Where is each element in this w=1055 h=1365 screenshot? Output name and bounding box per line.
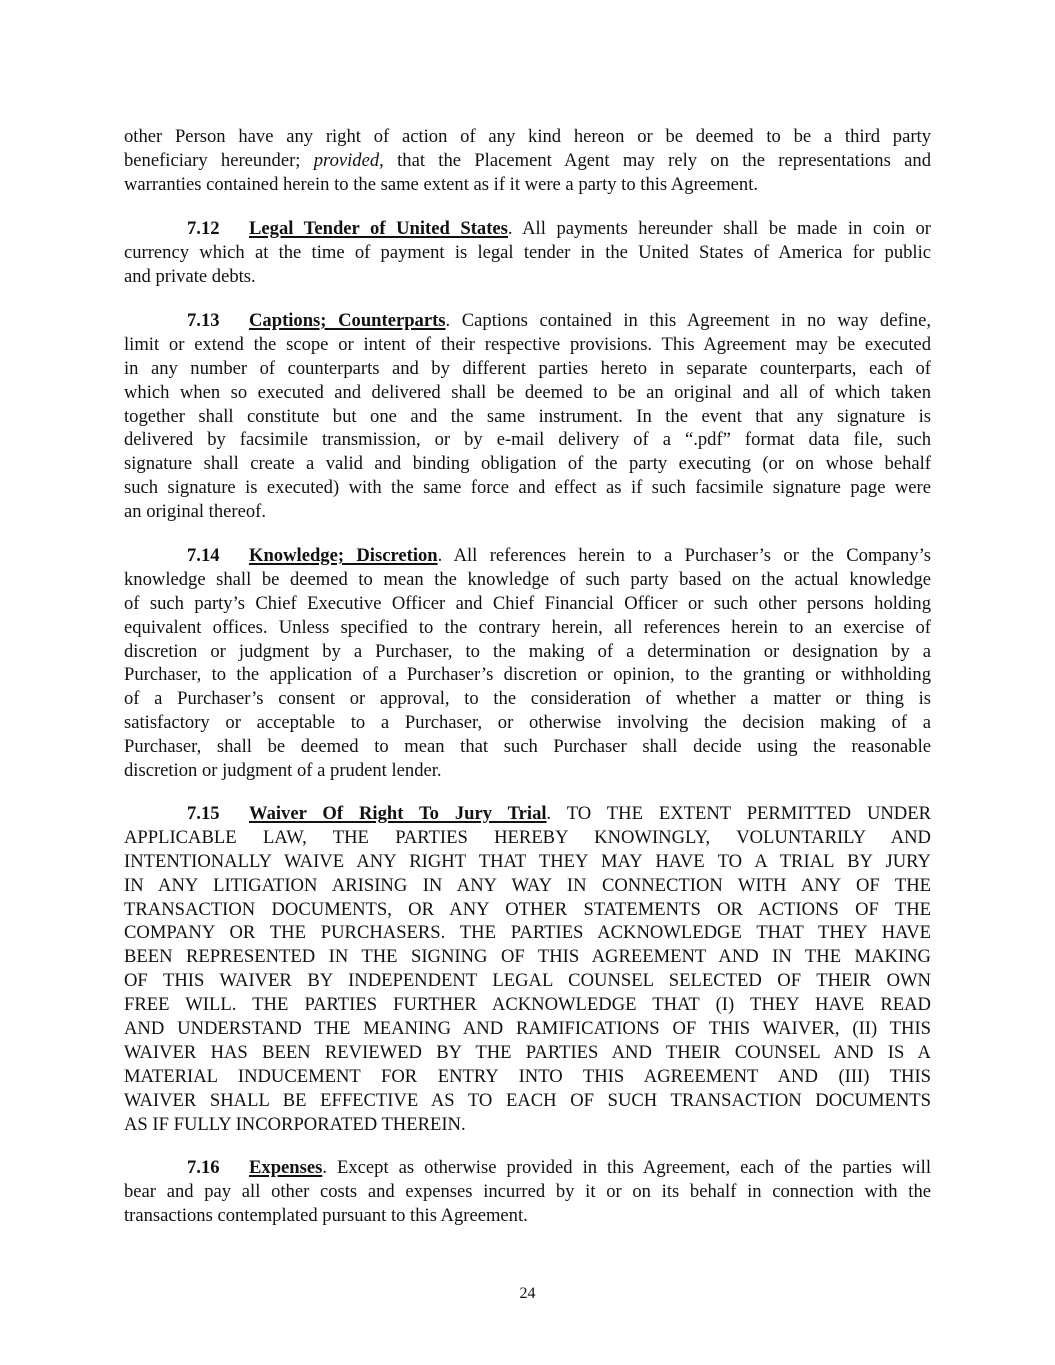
intro-paragraph — [124, 125, 931, 197]
paragraph-line: APPLICABLE LAW, THE PARTIES HEREBY KNOWINGLY, VOLUNTARILY AND — [124, 826, 931, 848]
paragraph-line: transactions contemplated pursuant to this Agreement. — [124, 1204, 528, 1226]
paragraph-line: in any number of counterparts and by different parties hereto in separate counterparts, each of — [124, 357, 931, 379]
section-heading-line — [124, 309, 931, 333]
paragraph-line: an original thereof. — [124, 501, 266, 523]
paragraph-line: bear and pay all other costs and expenses incurred by it or on its behalf in connection with the — [124, 1180, 931, 1202]
section-title: Legal Tender of United States — [249, 218, 508, 239]
section-7-15 — [124, 802, 931, 1136]
provided-italic: provided — [313, 149, 380, 171]
section-7-16 — [124, 1156, 931, 1228]
section-number: 7.15 — [187, 803, 220, 824]
paragraph-line: IN ANY LITIGATION ARISING IN ANY WAY IN CONNECTION WITH ANY OF THE — [124, 874, 931, 896]
section-text: . TO THE EXTENT PERMITTED UNDER — [546, 803, 931, 824]
section-text: . Except as otherwise provided in this Agreement, each of the parties will — [322, 1157, 931, 1178]
section-number: 7.14 — [187, 545, 220, 566]
paragraph-line: WAIVER HAS BEEN REVIEWED BY THE PARTIES AND THEIR COUNSEL AND IS A — [124, 1041, 931, 1063]
section-7-12 — [124, 217, 931, 289]
text-run: beneficiary hereunder; — [124, 149, 314, 171]
section-number: 7.13 — [187, 310, 220, 331]
paragraph-line: WAIVER SHALL BE EFFECTIVE AS TO EACH OF SUCH TRANSACTION DOCUMENTS — [124, 1089, 931, 1111]
paragraph-line: AS IF FULLY INCORPORATED THEREIN. — [124, 1113, 466, 1135]
paragraph-line: BEEN REPRESENTED IN THE SIGNING OF THIS AGREEMENT AND IN THE MAKING — [124, 946, 931, 968]
paragraph-line: and private debts. — [124, 265, 256, 287]
section-text: . All payments hereunder shall be made in coin or — [507, 218, 931, 239]
paragraph-line: OF THIS WAIVER BY INDEPENDENT LEGAL COUNSEL SELECTED OF THEIR OWN — [124, 970, 931, 992]
section-text: . Captions contained in this Agreement in no way define, — [445, 310, 931, 331]
paragraph-line: COMPANY OR THE PURCHASERS. THE PARTIES ACKNOWLEDGE THAT THEY HAVE — [124, 922, 931, 944]
paragraph-line: signature shall create a valid and binding obligation of the party executing (or on whose behalf — [124, 453, 931, 475]
section-text: . All references herein to a Purchaser’s or the Company’s — [437, 545, 931, 566]
paragraph-line: of a Purchaser’s consent or approval, to the consideration of whether a matter or thing is — [124, 688, 931, 710]
paragraph-line: Purchaser, shall be deemed to mean that such Purchaser shall decide using the reasonable — [124, 736, 931, 758]
paragraph-line: together shall constitute but one and the same instrument. In the event that any signature is — [124, 405, 931, 427]
paragraph-line: delivered by facsimile transmission, or by e-mail delivery of a “.pdf” format data file, such — [124, 429, 931, 451]
paragraph-line: currency which at the time of payment is legal tender in the United States of America for public — [124, 241, 931, 263]
section-title: Expenses — [249, 1157, 323, 1178]
page-number: 24 — [519, 1285, 536, 1302]
paragraph-line: such signature is executed) with the same force and effect as if such facsimile signature page were — [124, 477, 931, 499]
section-title: Waiver Of Right To Jury Trial — [249, 803, 547, 824]
paragraph-line: limit or extend the scope or intent of their respective provisions. This Agreement may be executed — [124, 333, 931, 355]
section-heading-line — [124, 544, 931, 568]
paragraph-line: Purchaser, to the application of a Purchaser’s discretion or opinion, to the granting or withholding — [124, 664, 931, 686]
section-heading-line — [124, 217, 931, 241]
paragraph-line: discretion or judgment of a prudent lender. — [124, 760, 442, 782]
paragraph-line: of such party’s Chief Executive Officer and Chief Financial Officer or such other persons holding — [124, 592, 931, 614]
paragraph-line: equivalent offices. Unless specified to the contrary herein, all references herein to an exercise of — [124, 616, 931, 638]
paragraph-line: MATERIAL INDUCEMENT FOR ENTRY INTO THIS AGREEMENT AND (III) THIS — [124, 1065, 931, 1087]
section-number: 7.16 — [187, 1157, 220, 1178]
section-7-13 — [124, 309, 931, 524]
paragraph-line: TRANSACTION DOCUMENTS, OR ANY OTHER STATEMENTS OR ACTIONS OF THE — [124, 898, 931, 920]
paragraph-line: warranties contained herein to the same extent as if it were a party to this Agreement. — [124, 173, 759, 195]
paragraph-line: discretion or judgment by a Purchaser, to the making of a determination or designation by a — [124, 640, 931, 662]
text-run: , that the Placement Agent may rely on the representations and — [379, 149, 931, 171]
section-heading-line — [124, 1156, 931, 1180]
paragraph-line: INTENTIONALLY WAIVE ANY RIGHT THAT THEY MAY HAVE TO A TRIAL BY JURY — [124, 850, 931, 872]
section-number: 7.12 — [187, 218, 220, 239]
section-title: Knowledge; Discretion — [249, 545, 438, 566]
section-heading-line — [124, 802, 931, 826]
paragraph-line: AND UNDERSTAND THE MEANING AND RAMIFICATIONS OF THIS WAIVER, (II) THIS — [124, 1018, 931, 1040]
paragraph-line: which when so executed and delivered shall be deemed to be an original and all of which taken — [124, 381, 931, 403]
section-title: Captions; Counterparts — [249, 310, 446, 331]
paragraph-line: satisfactory or acceptable to a Purchaser, or otherwise involving the decision making of a — [124, 712, 931, 734]
paragraph-line: FREE WILL. THE PARTIES FURTHER ACKNOWLEDGE THAT (I) THEY HAVE READ — [124, 994, 931, 1016]
section-7-14 — [124, 544, 931, 783]
paragraph-line — [124, 149, 931, 173]
paragraph-line: other Person have any right of action of any kind hereon or be deemed to be a third party — [124, 126, 931, 147]
paragraph-line: knowledge shall be deemed to mean the knowledge of such party based on the actual knowledge — [124, 568, 931, 590]
